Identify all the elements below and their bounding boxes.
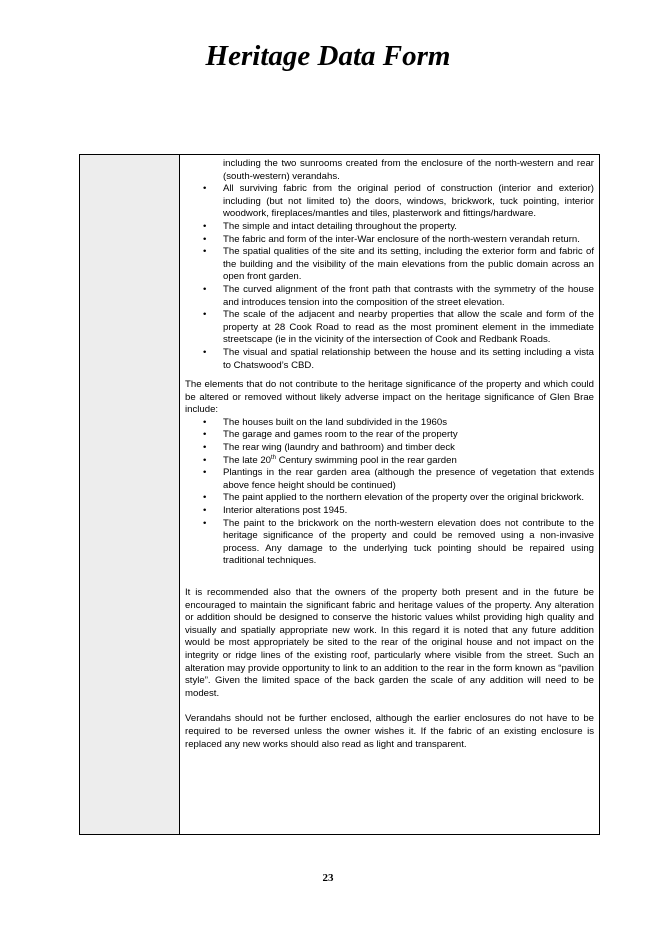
list-item: • Plantings in the rear garden area (although the presence of vegetation that extends above fence height should be continued) [185,467,594,492]
list-item: • All surviving fabric from the original period of construction (interior and exterior) including (but not limited to) the doors, windows, brickwork, tuck pointing, interior woodwork, fireplaces/mantles and tiles, plasterwork and fittings/hardware. [185,183,594,221]
list-item: • The simple and intact detailing throughout the property. [185,221,594,234]
ordinal-suffix: th [271,454,277,461]
list-item: • The garage and games room to the rear of the property [185,429,594,442]
data-form-table [79,154,600,835]
list-item: • The scale of the adjacent and nearby properties that allow the scale and form of the property at 28 Cook Road to read as the most prominent element in the immediate streetscape (ie in the vicinity of the intersection of Cook and Redbank Roads. [185,309,594,347]
list-item: • The houses built on the land subdivided in the 1960s [185,417,594,430]
page-number: 23 [322,872,334,884]
list-item: • The rear wing (laundry and bathroom) and timber deck [185,442,594,455]
list-item: • The curved alignment of the front path that contrasts with the symmetry of the house and introduces tension into the composition of the street elevation. [185,284,594,309]
list-item: including the two sunrooms created from the enclosure of the north-western and rear (south-western) verandahs. [223,158,594,182]
verandah-paragraph: Verandahs should not be further enclosed, although the earlier enclosures do not have to be required to be reversed unless the owner wishes it. If the fabric of an existing enclosure is replaced any new works should also read as light and transparent. [185,713,594,750]
list-item: • The paint to the brickwork on the north-western elevation does not contribute to the heritage significance of the property and could be removed using a non-invasive process. Any damage to the underlying tuck pointing should be repaired using traditional techniques. [185,518,594,568]
list-item: • The visual and spatial relationship between the house and its setting including a vista to Chatswood’s CBD. [185,347,594,372]
list-item [185,455,594,468]
list-item: • The fabric and form of the inter-War enclosure of the north-western verandah return. [185,234,594,247]
non-contributing-list [185,417,594,568]
list-item: • Interior alterations post 1945. [185,505,594,518]
pool-item-text-before: The late 20 [223,454,272,466]
list-item: • The spatial qualities of the site and its setting, including the exterior form and fabric of the building and the visibility of the main elevations from the public domain across an open front garden. [185,246,594,284]
pool-item-text-after: Century swimming pool in the rear garden [276,454,457,466]
table-content-column [180,155,599,834]
recommendation-paragraph: It is recommended also that the owners of the property both present and in the future be encouraged to maintain the significant fabric and heritage values of the property. Any alteration or addition should be designed to conserve the historic values whilst providing high quality and visually and spatially appropriate new work. In this regard it is noted that any future addition would be most appropriately be sited to the rear of the original house and not impact on the integrity or ridge lines of the existing roof, particularly where visible from the street. Such an alteration may provide opportunity to link to an addition to the rear in the form known as “pavilion style”. Given the limited space of the back garden the scale of any addition will need to be modest. [185,587,594,699]
non-contributing-intro: The elements that do not contribute to the heritage significance of the property and which could be altered or removed without likely adverse impact on the heritage significance of Glen Brae include: [185,379,594,416]
table-label-column [80,155,180,834]
significant-elements-list [185,158,594,372]
page-title: Heritage Data Form [205,40,451,72]
list-item: • The paint applied to the northern elevation of the property over the original brickwork. [185,492,594,505]
